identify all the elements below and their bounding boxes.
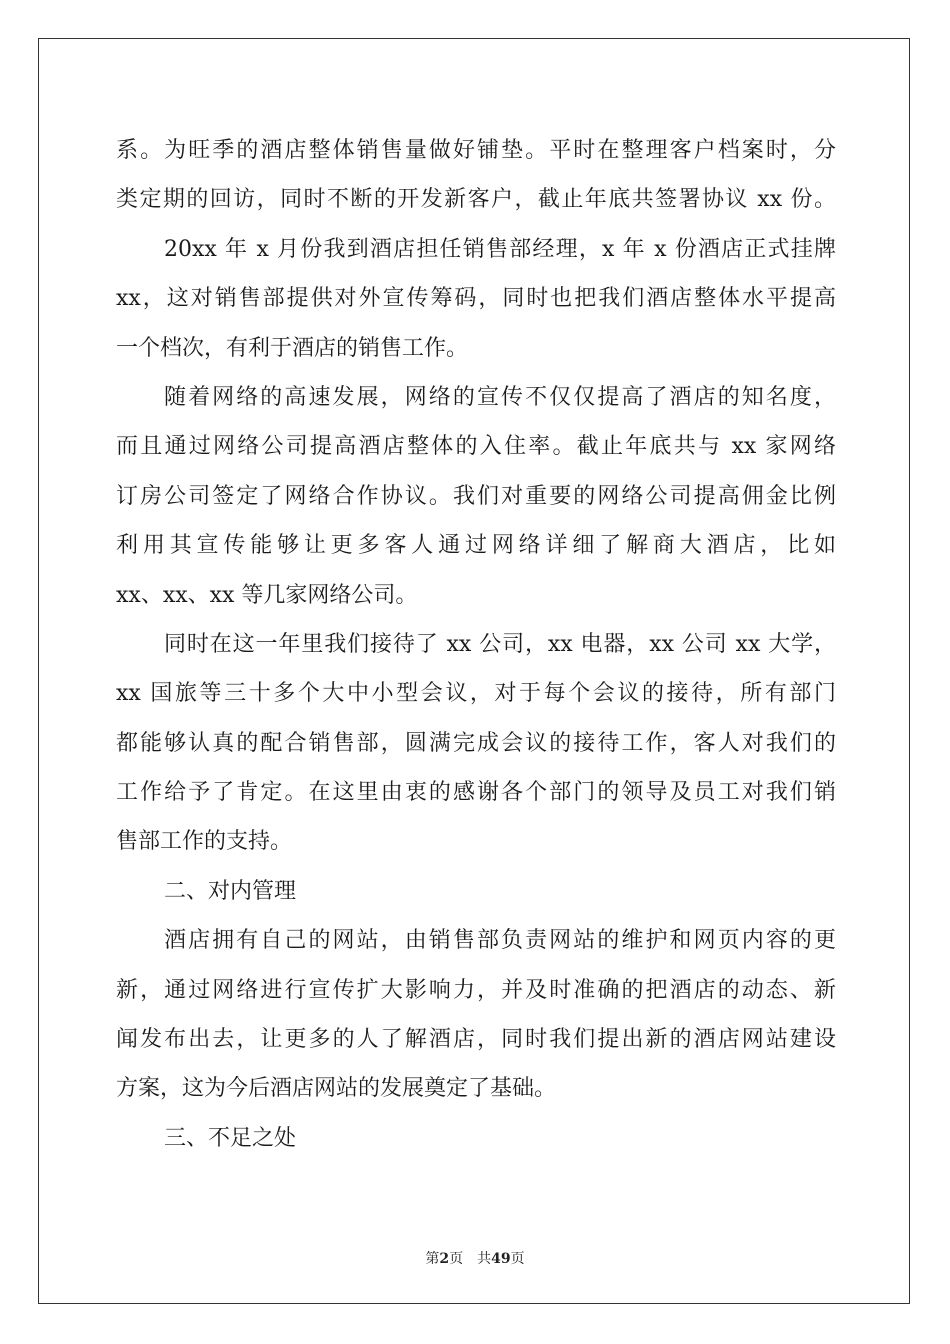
text-line: 随着网络的高速发展，网络的宣传不仅仅提高了酒店的知名度， — [164, 384, 836, 410]
text-line: 三、不足之处 — [164, 1125, 297, 1151]
text-line: 20xx 年 x 月份我到酒店担任销售部经理，x 年 x 份酒店正式挂牌 — [164, 236, 836, 262]
page-footer — [0, 1248, 950, 1268]
total-prefix: 共 — [477, 1251, 492, 1267]
page-suffix: 页 — [449, 1251, 464, 1267]
text-line: 类定期的回访，同时不断的开发新客户，截止年底共签署协议 xx 份。 — [116, 187, 836, 213]
text-line: 系。为旺季的酒店整体销售量做好铺垫。平时在整理客户档案时，分 — [116, 138, 836, 163]
text-line: 二、对内管理 — [164, 878, 297, 904]
text-line: 一个档次，有利于酒店的销售工作。 — [116, 335, 469, 361]
page-prefix: 第 — [425, 1251, 440, 1267]
text-line: 售部工作的支持。 — [116, 829, 293, 855]
total-suffix: 页 — [510, 1251, 525, 1267]
text-line: 新，通过网络进行宣传扩大影响力，并及时准确的把酒店的动态、新 — [116, 977, 836, 1003]
text-line: 闻发布出去，让更多的人了解酒店，同时我们提出新的酒店网站建设 — [116, 1027, 836, 1053]
text-line: 工作给予了肯定。在这里由衷的感谢各个部门的领导及员工对我们销 — [116, 780, 836, 806]
text-line: xx 国旅等三十多个大中小型会议，对于每个会议的接待，所有部门 — [116, 681, 836, 707]
text-line: xx、xx、xx 等几家网络公司。 — [116, 582, 418, 608]
text-line: 订房公司签定了网络合作协议。我们对重要的网络公司提高佣金比例 — [116, 483, 836, 509]
page-number: 2 — [439, 1251, 450, 1267]
text-line: xx，这对销售部提供对外宣传筹码，同时也把我们酒店整体水平提高 — [116, 286, 836, 312]
text-line: 方案，这为今后酒店网站的发展奠定了基础。 — [116, 1076, 557, 1102]
document-body — [116, 126, 836, 1163]
text-line: 都能够认真的配合销售部，圆满完成会议的接待工作，客人对我们的 — [116, 730, 836, 756]
total-pages: 49 — [491, 1251, 511, 1267]
text-line: 而且通过网络公司提高酒店整体的入住率。截止年底共与 xx 家网络 — [116, 434, 836, 460]
text-line: 酒店拥有自己的网站，由销售部负责网站的维护和网页内容的更 — [164, 928, 836, 954]
text-line: 同时在这一年里我们接待了 xx 公司，xx 电器，xx 公司 xx 大学， — [164, 631, 836, 657]
text-line: 利用其宣传能够让更多客人通过网络详细了解商大酒店，比如 — [116, 533, 836, 559]
